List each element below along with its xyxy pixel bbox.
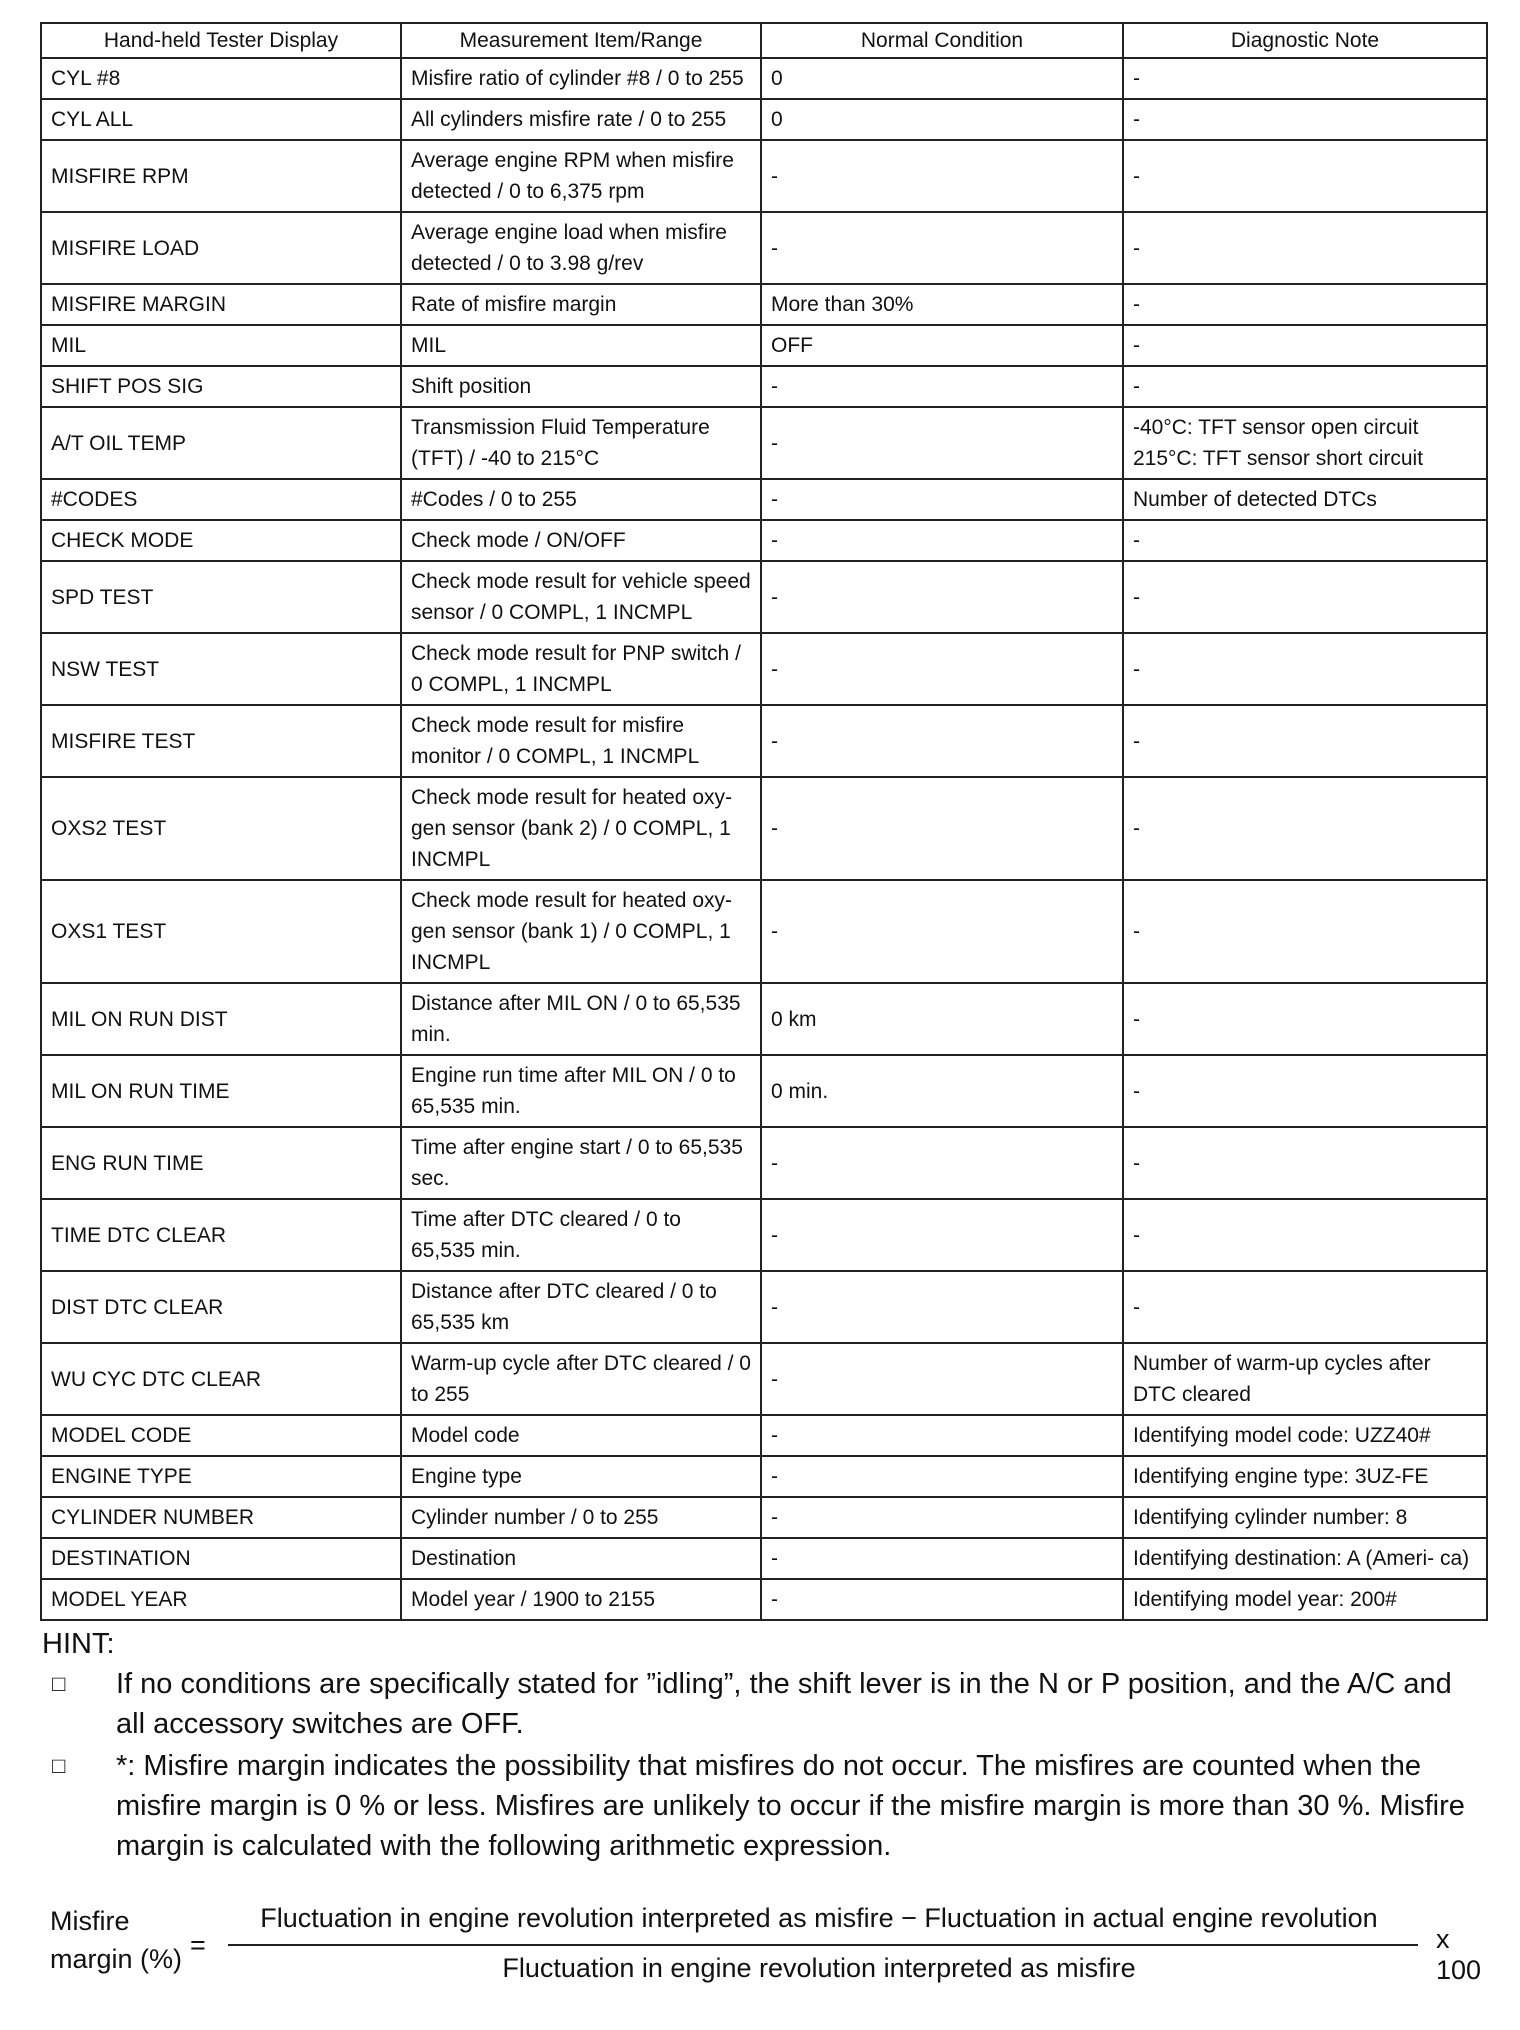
cell-normal-condition: - [761, 407, 1123, 479]
cell-diagnostic-note: - [1123, 325, 1487, 366]
cell-diagnostic-note: - [1123, 284, 1487, 325]
cell-diagnostic-note: - [1123, 880, 1487, 983]
cell-tester-display: MISFIRE MARGIN [41, 284, 401, 325]
cell-normal-condition: 0 [761, 99, 1123, 140]
formula-label [50, 1902, 182, 1978]
hint-title: HINT: [42, 1628, 115, 1660]
hint-item [40, 1664, 1486, 1744]
cell-measurement-item: Distance after MIL ON / 0 to 65,535 min. [401, 983, 761, 1055]
cell-tester-display: CYL ALL [41, 99, 401, 140]
cell-measurement-item: Time after DTC cleared / 0 to 65,535 min. [401, 1199, 761, 1271]
cell-measurement-item: #Codes / 0 to 255 [401, 479, 761, 520]
header-tester-display: Hand-held Tester Display [41, 23, 401, 58]
cell-measurement-item: Average engine load when misfire detected / 0 to 3.98 g/rev [401, 212, 761, 284]
cell-tester-display: MISFIRE RPM [41, 140, 401, 212]
cell-measurement-item: Check mode result for vehicle speed sensor / 0 COMPL, 1 INCMPL [401, 561, 761, 633]
cell-normal-condition: - [761, 633, 1123, 705]
cell-measurement-item: Engine run time after MIL ON / 0 to 65,535 min. [401, 1055, 761, 1127]
table-row [41, 520, 1487, 561]
cell-diagnostic-note: - [1123, 561, 1487, 633]
cell-diagnostic-note: - [1123, 1055, 1487, 1127]
formula-multiplier: x 100 [1436, 1924, 1482, 1985]
cell-tester-display: MODEL CODE [41, 1415, 401, 1456]
hint-text: *: Misfire margin indicates the possibility that misfires do not occur. The misfires are counted when the misfire margin is 0 % or less. Misfires are unlikely to occur if the misfire margin is more than 30 %. Misfire margin is calculated with the following arithmetic expression. [116, 1750, 1465, 1862]
cell-measurement-item: Rate of misfire margin [401, 284, 761, 325]
cell-measurement-item: Time after engine start / 0 to 65,535 sec. [401, 1127, 761, 1199]
cell-tester-display: DESTINATION [41, 1538, 401, 1579]
cell-normal-condition: - [761, 880, 1123, 983]
cell-diagnostic-note: - [1123, 140, 1487, 212]
cell-tester-display: MODEL YEAR [41, 1579, 401, 1620]
cell-normal-condition: - [761, 212, 1123, 284]
cell-normal-condition: 0 km [761, 983, 1123, 1055]
cell-normal-condition: - [761, 1456, 1123, 1497]
header-normal-condition: Normal Condition [761, 23, 1123, 58]
cell-measurement-item: Engine type [401, 1456, 761, 1497]
cell-normal-condition: - [761, 1199, 1123, 1271]
cell-tester-display: OXS2 TEST [41, 777, 401, 880]
table-header-row [41, 23, 1487, 58]
cell-normal-condition: - [761, 561, 1123, 633]
header-measurement-item: Measurement Item/Range [401, 23, 761, 58]
table-row [41, 1456, 1487, 1497]
hint-text: If no conditions are specifically stated for ”idling”, the shift lever is in the N or P position, and the A/C and all accessory switches are OFF. [116, 1668, 1452, 1740]
tester-data-table [40, 22, 1488, 1621]
cell-normal-condition: - [761, 777, 1123, 880]
cell-diagnostic-note: - [1123, 520, 1487, 561]
header-diagnostic-note: Diagnostic Note [1123, 23, 1487, 58]
cell-diagnostic-note: -40°C: TFT sensor open circuit 215°C: TFT sensor short circuit [1123, 407, 1487, 479]
cell-normal-condition: - [761, 366, 1123, 407]
cell-diagnostic-note: - [1123, 1271, 1487, 1343]
cell-normal-condition: OFF [761, 325, 1123, 366]
table-row [41, 99, 1487, 140]
cell-normal-condition: - [761, 520, 1123, 561]
cell-tester-display: CHECK MODE [41, 520, 401, 561]
cell-measurement-item: Model code [401, 1415, 761, 1456]
table-row [41, 1271, 1487, 1343]
formula-label-line2: margin (%) [50, 1944, 183, 1974]
cell-tester-display: NSW TEST [41, 633, 401, 705]
table-row [41, 1538, 1487, 1579]
cell-tester-display: ENGINE TYPE [41, 1456, 401, 1497]
cell-measurement-item: Average engine RPM when misfire detected / 0 to 6,375 rpm [401, 140, 761, 212]
cell-measurement-item: Check mode / ON/OFF [401, 520, 761, 561]
cell-diagnostic-note: - [1123, 212, 1487, 284]
table-row [41, 633, 1487, 705]
cell-tester-display: CYL #8 [41, 58, 401, 99]
table-row [41, 1415, 1487, 1456]
cell-measurement-item: Transmission Fluid Temperature (TFT) / -40 to 215°C [401, 407, 761, 479]
cell-diagnostic-note: Number of detected DTCs [1123, 479, 1487, 520]
fraction-bar [228, 1944, 1418, 1946]
cell-normal-condition: - [761, 1538, 1123, 1579]
cell-tester-display: MIL ON RUN TIME [41, 1055, 401, 1127]
cell-diagnostic-note: Number of warm-up cycles after DTC cleared [1123, 1343, 1487, 1415]
cell-diagnostic-note: Identifying engine type: 3UZ-FE [1123, 1456, 1487, 1497]
table-body [41, 58, 1487, 1620]
document-page [40, 22, 1486, 2010]
table-row [41, 212, 1487, 284]
cell-measurement-item: Shift position [401, 366, 761, 407]
cell-diagnostic-note: - [1123, 58, 1487, 99]
cell-tester-display: TIME DTC CLEAR [41, 1199, 401, 1271]
table-row [41, 705, 1487, 777]
cell-measurement-item: Destination [401, 1538, 761, 1579]
formula-label-line1: Misfire [50, 1906, 130, 1936]
cell-tester-display: SHIFT POS SIG [41, 366, 401, 407]
cell-measurement-item: Misfire ratio of cylinder #8 / 0 to 255 [401, 58, 761, 99]
cell-tester-display: MIL [41, 325, 401, 366]
cell-measurement-item: Check mode result for misfire monitor / 0 COMPL, 1 INCMPL [401, 705, 761, 777]
table-row [41, 880, 1487, 983]
cell-tester-display: MIL ON RUN DIST [41, 983, 401, 1055]
cell-diagnostic-note: - [1123, 705, 1487, 777]
cell-measurement-item: Distance after DTC cleared / 0 to 65,535 km [401, 1271, 761, 1343]
cell-diagnostic-note: Identifying cylinder number: 8 [1123, 1497, 1487, 1538]
cell-normal-condition: 0 min. [761, 1055, 1123, 1127]
hint-list [40, 1664, 1486, 1866]
cell-tester-display: SPD TEST [41, 561, 401, 633]
cell-tester-display: A/T OIL TEMP [41, 407, 401, 479]
cell-diagnostic-note: Identifying model code: UZZ40# [1123, 1415, 1487, 1456]
cell-measurement-item: Check mode result for heated oxy- gen sensor (bank 2) / 0 COMPL, 1 INCMPL [401, 777, 761, 880]
table-row [41, 983, 1487, 1055]
cell-tester-display: WU CYC DTC CLEAR [41, 1343, 401, 1415]
misfire-margin-formula [40, 1900, 1486, 2010]
cell-measurement-item: Cylinder number / 0 to 255 [401, 1497, 761, 1538]
checkbox-bullet-icon: □ [52, 1753, 66, 1778]
cell-diagnostic-note: - [1123, 1199, 1487, 1271]
cell-tester-display: OXS1 TEST [41, 880, 401, 983]
table-row [41, 1055, 1487, 1127]
formula-equals: = [190, 1930, 206, 1960]
cell-normal-condition: - [761, 1127, 1123, 1199]
cell-diagnostic-note: Identifying destination: A (Ameri- ca) [1123, 1538, 1487, 1579]
cell-diagnostic-note: - [1123, 1127, 1487, 1199]
cell-normal-condition: 0 [761, 58, 1123, 99]
cell-tester-display: MISFIRE LOAD [41, 212, 401, 284]
cell-measurement-item: Check mode result for PNP switch / 0 COMPL, 1 INCMPL [401, 633, 761, 705]
cell-tester-display: CYLINDER NUMBER [41, 1497, 401, 1538]
cell-measurement-item: MIL [401, 325, 761, 366]
cell-diagnostic-note: - [1123, 633, 1487, 705]
table-row [41, 325, 1487, 366]
table-row [41, 479, 1487, 520]
table-row [41, 407, 1487, 479]
cell-normal-condition: - [761, 479, 1123, 520]
cell-normal-condition: - [761, 1497, 1123, 1538]
table-row [41, 1127, 1487, 1199]
cell-diagnostic-note: - [1123, 777, 1487, 880]
cell-tester-display: DIST DTC CLEAR [41, 1271, 401, 1343]
cell-diagnostic-note: - [1123, 366, 1487, 407]
cell-normal-condition: More than 30% [761, 284, 1123, 325]
cell-measurement-item: All cylinders misfire rate / 0 to 255 [401, 99, 761, 140]
table-row [41, 561, 1487, 633]
formula-denominator: Fluctuation in engine revolution interpreted as misfire [502, 1953, 1136, 1983]
cell-measurement-item: Check mode result for heated oxy- gen sensor (bank 1) / 0 COMPL, 1 INCMPL [401, 880, 761, 983]
cell-normal-condition: - [761, 1271, 1123, 1343]
table-row [41, 1343, 1487, 1415]
cell-normal-condition: - [761, 1343, 1123, 1415]
checkbox-bullet-icon: □ [52, 1671, 66, 1696]
table-row [41, 777, 1487, 880]
cell-diagnostic-note: - [1123, 983, 1487, 1055]
cell-tester-display: ENG RUN TIME [41, 1127, 401, 1199]
cell-diagnostic-note: - [1123, 99, 1487, 140]
cell-normal-condition: - [761, 705, 1123, 777]
cell-measurement-item: Model year / 1900 to 2155 [401, 1579, 761, 1620]
table-row [41, 58, 1487, 99]
formula-numerator: Fluctuation in engine revolution interpreted as misfire − Fluctuation in actual engine revolution [260, 1903, 1378, 1933]
cell-normal-condition: - [761, 140, 1123, 212]
table-row [41, 1579, 1487, 1620]
table-row [41, 1497, 1487, 1538]
cell-tester-display: MISFIRE TEST [41, 705, 401, 777]
cell-diagnostic-note: Identifying model year: 200# [1123, 1579, 1487, 1620]
cell-tester-display: #CODES [41, 479, 401, 520]
cell-normal-condition: - [761, 1415, 1123, 1456]
cell-measurement-item: Warm-up cycle after DTC cleared / 0 to 255 [401, 1343, 761, 1415]
table-row [41, 1199, 1487, 1271]
table-row [41, 140, 1487, 212]
table-row [41, 366, 1487, 407]
table-row [41, 284, 1487, 325]
hint-item [40, 1746, 1486, 1866]
cell-normal-condition: - [761, 1579, 1123, 1620]
